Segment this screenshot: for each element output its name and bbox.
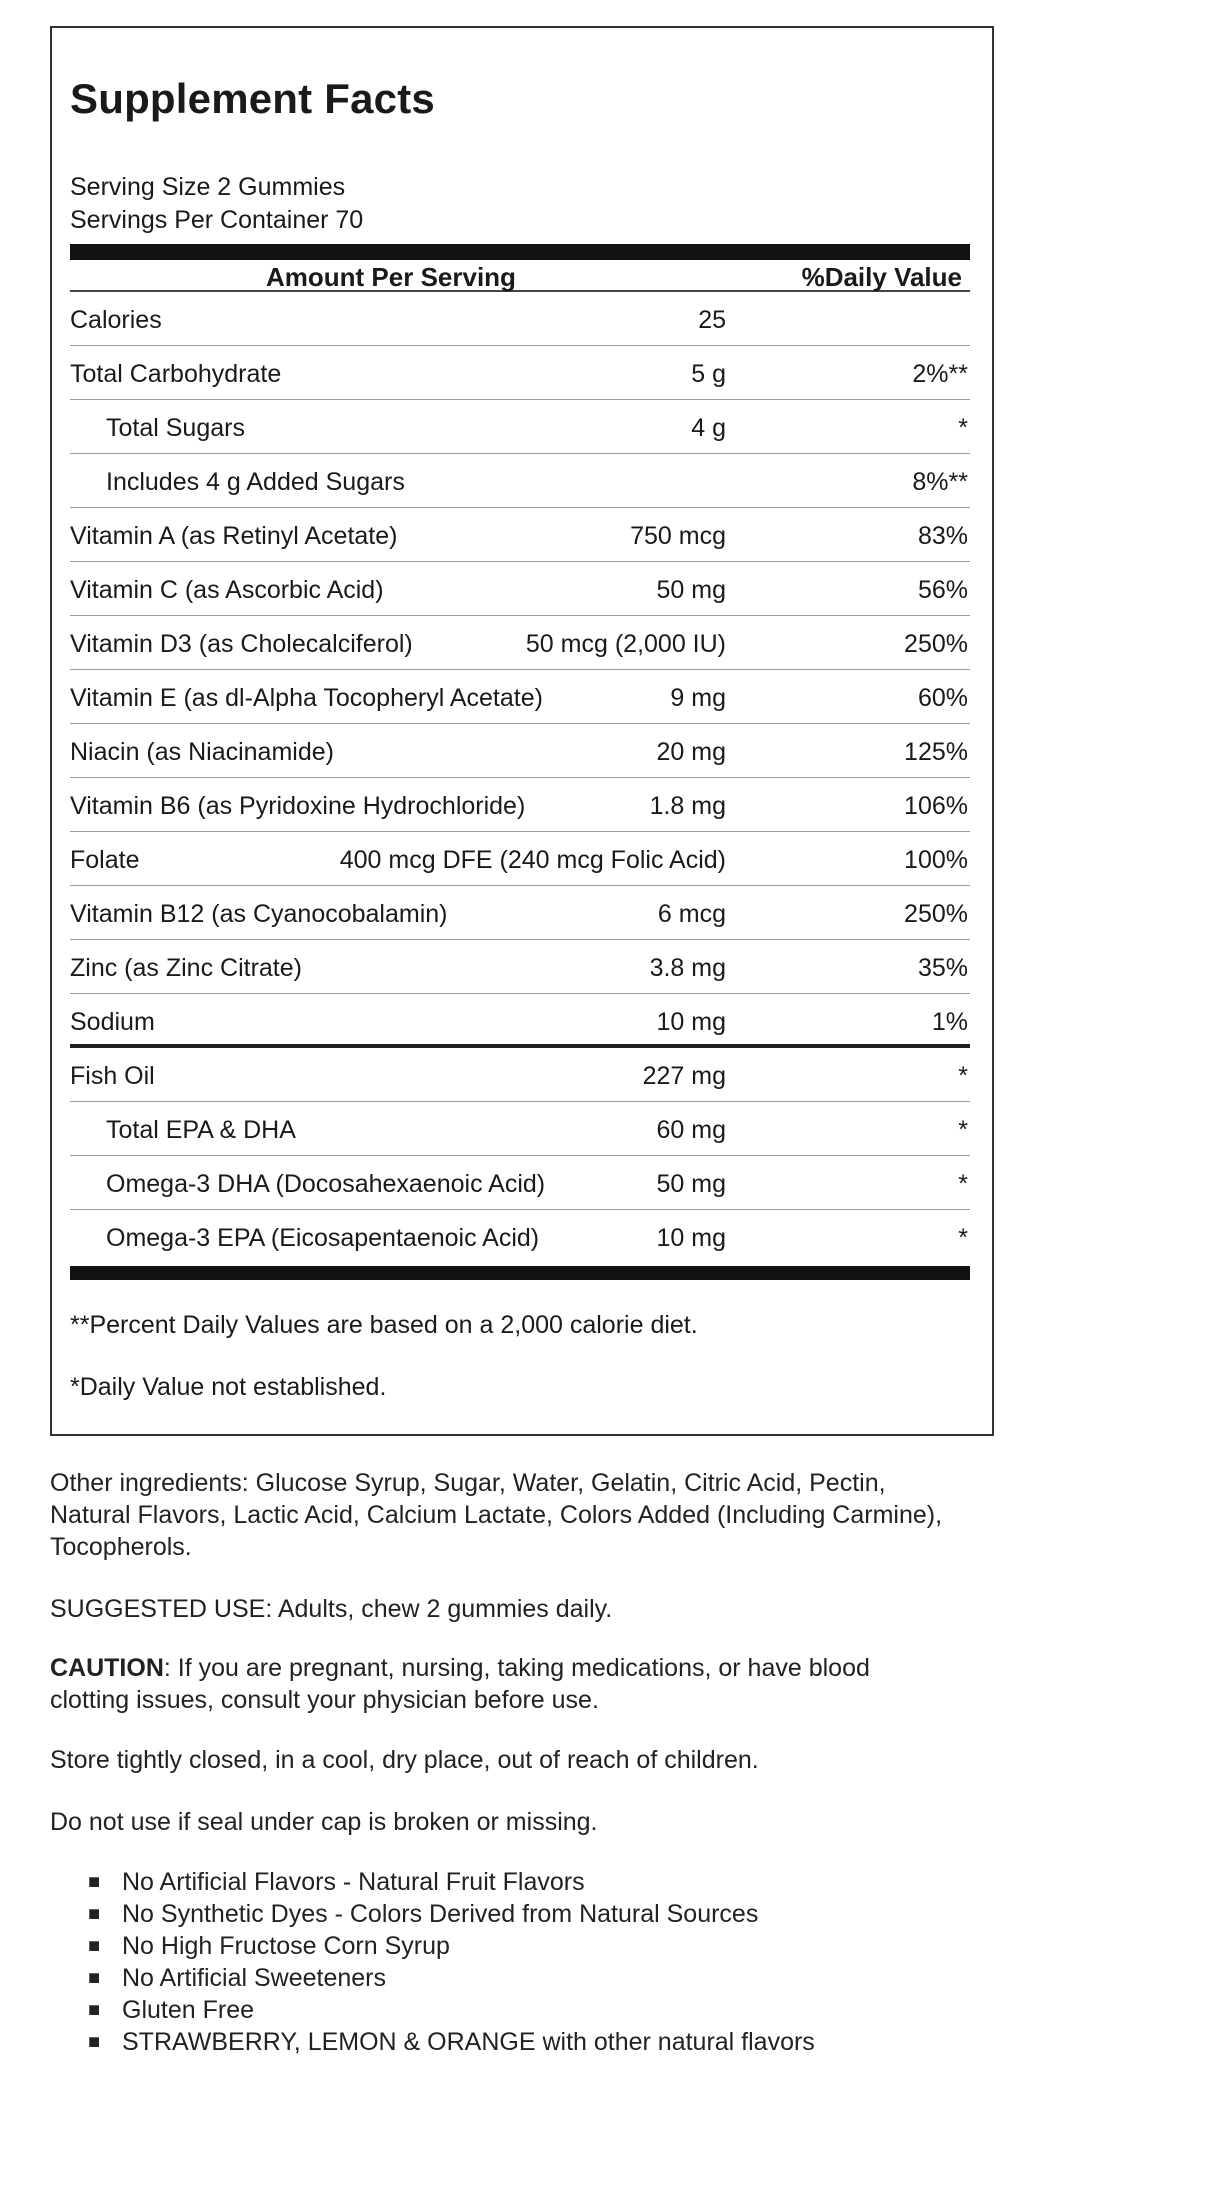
table-row	[70, 1210, 970, 1264]
list-item	[50, 2026, 815, 2058]
nutrient-amount: 10 mg	[656, 1224, 726, 1252]
percent-dv-footnote: **Percent Daily Values are based on a 2,000 calorie diet.	[70, 1311, 698, 1339]
table-row	[70, 778, 970, 832]
nutrient-dv: 125%	[904, 738, 968, 766]
storage-instructions: Store tightly closed, in a cool, dry place, out of reach of children.	[50, 1746, 759, 1774]
nutrient-name: Sodium	[70, 1008, 155, 1036]
serving-size: Serving Size 2 Gummies	[70, 173, 346, 201]
nutrient-dv: 8%**	[912, 468, 968, 496]
nutrient-dv: *	[958, 414, 968, 442]
bullet-icon: ■	[88, 2031, 101, 2053]
list-item	[50, 1898, 815, 1930]
suggested-use: SUGGESTED USE: Adults, chew 2 gummies daily.	[50, 1595, 613, 1623]
table-row	[70, 724, 970, 778]
list-item	[50, 1994, 815, 2026]
servings-per-container: Servings Per Container 70	[70, 206, 364, 234]
nutrient-amount: 3.8 mg	[649, 954, 726, 982]
nutrient-amount: 10 mg	[656, 1008, 726, 1036]
nutrient-dv: 106%	[904, 792, 968, 820]
nutrient-amount: 9 mg	[670, 684, 726, 712]
list-item	[50, 1930, 815, 1962]
feature-text: No Artificial Flavors - Natural Fruit Flavors	[122, 1868, 585, 1896]
nutrient-amount: 50 mcg (2,000 IU)	[525, 630, 726, 658]
feature-text: Gluten Free	[122, 1996, 255, 2024]
nutrient-table	[70, 292, 970, 1264]
table-header	[70, 260, 970, 292]
table-row	[70, 832, 970, 886]
nutrient-dv: 1%	[931, 1008, 968, 1036]
dv-not-established-footnote: *Daily Value not established.	[70, 1373, 387, 1401]
nutrient-amount: 227 mg	[642, 1062, 726, 1090]
nutrient-name: Calories	[70, 306, 162, 334]
nutrient-name: Fish Oil	[70, 1062, 155, 1090]
nutrient-amount: 5 g	[691, 360, 726, 388]
nutrient-amount: 20 mg	[656, 738, 726, 766]
nutrient-dv: *	[958, 1116, 968, 1144]
table-row	[70, 508, 970, 562]
list-item	[50, 1962, 815, 1994]
nutrient-amount: 1.8 mg	[649, 792, 726, 820]
nutrient-dv: 250%	[904, 630, 968, 658]
nutrient-name: Total EPA & DHA	[106, 1116, 296, 1144]
bullet-icon: ■	[88, 1903, 101, 1925]
nutrient-amount: 50 mg	[656, 576, 726, 604]
feature-text: STRAWBERRY, LEMON & ORANGE with other natural flavors	[122, 2028, 815, 2056]
nutrient-name: Niacin (as Niacinamide)	[70, 738, 334, 766]
nutrient-name: Vitamin B6 (as Pyridoxine Hydrochloride)	[70, 792, 526, 820]
nutrient-name: Vitamin D3 (as Cholecalciferol)	[70, 630, 413, 658]
table-row	[70, 1102, 970, 1156]
nutrient-name: Vitamin C (as Ascorbic Acid)	[70, 576, 384, 604]
table-row	[70, 346, 970, 400]
header-daily-value: %Daily Value	[801, 262, 962, 292]
table-row	[70, 940, 970, 994]
nutrient-dv: 60%	[917, 684, 968, 712]
nutrient-name: Total Carbohydrate	[70, 360, 282, 388]
caution-statement	[50, 1652, 950, 1716]
top-divider-bar	[70, 244, 970, 260]
nutrient-amount: 4 g	[691, 414, 726, 442]
table-row	[70, 886, 970, 940]
table-row	[70, 454, 970, 508]
bottom-divider-bar	[70, 1266, 970, 1280]
nutrient-dv: *	[958, 1062, 968, 1090]
seal-warning: Do not use if seal under cap is broken or missing.	[50, 1808, 598, 1836]
bullet-icon: ■	[88, 1967, 101, 1989]
table-row	[70, 670, 970, 724]
nutrient-amount: 400 mcg DFE (240 mcg Folic Acid)	[339, 846, 726, 874]
nutrient-name: Vitamin E (as dl-Alpha Tocopheryl Acetate)	[70, 684, 543, 712]
table-row	[70, 1156, 970, 1210]
nutrient-name: Total Sugars	[106, 414, 245, 442]
table-row	[70, 1048, 970, 1102]
nutrient-dv: 56%	[917, 576, 968, 604]
nutrient-dv: 250%	[904, 900, 968, 928]
nutrient-name: Omega-3 DHA (Docosahexaenoic Acid)	[106, 1170, 546, 1198]
header-amount-per-serving: Amount Per Serving	[266, 262, 516, 292]
caution-text: : If you are pregnant, nursing, taking medications, or have blood clotting issues, consult your physician before use.	[50, 1654, 870, 1714]
bullet-icon: ■	[88, 1935, 101, 1957]
feature-text: No Artificial Sweeteners	[122, 1964, 387, 1992]
table-row	[70, 562, 970, 616]
table-row	[70, 292, 970, 346]
nutrient-name: Folate	[70, 846, 140, 874]
caution-label: CAUTION	[50, 1654, 164, 1682]
nutrient-amount: 50 mg	[656, 1170, 726, 1198]
table-row	[70, 994, 970, 1048]
nutrient-amount: 750 mcg	[630, 522, 726, 550]
nutrient-name: Includes 4 g Added Sugars	[106, 468, 405, 496]
nutrient-name: Vitamin A (as Retinyl Acetate)	[70, 522, 398, 550]
nutrient-amount: 60 mg	[656, 1116, 726, 1144]
feature-text: No High Fructose Corn Syrup	[122, 1932, 450, 1960]
nutrient-dv: 2%**	[912, 360, 968, 388]
list-item	[50, 1866, 815, 1898]
other-ingredients: Other ingredients: Glucose Syrup, Sugar, Water, Gelatin, Citric Acid, Pectin, Natural Flavors, Lactic Acid, Calcium Lactate, Colors Added (Including Carmine), Tocopherols.	[50, 1469, 943, 1561]
feature-list	[50, 1866, 815, 2058]
nutrient-amount: 25	[698, 306, 726, 334]
nutrient-dv: *	[958, 1224, 968, 1252]
nutrient-dv: *	[958, 1170, 968, 1198]
bullet-icon: ■	[88, 1871, 101, 1893]
feature-text: No Synthetic Dyes - Colors Derived from Natural Sources	[122, 1900, 759, 1928]
nutrient-dv: 35%	[917, 954, 968, 982]
table-row	[70, 616, 970, 670]
nutrient-dv: 100%	[904, 846, 968, 874]
nutrient-amount: 6 mcg	[657, 900, 726, 928]
table-row	[70, 400, 970, 454]
nutrient-name: Omega-3 EPA (Eicosapentaenoic Acid)	[106, 1224, 540, 1252]
nutrient-dv: 83%	[917, 522, 968, 550]
bullet-icon: ■	[88, 1999, 101, 2021]
nutrient-name: Zinc (as Zinc Citrate)	[70, 954, 302, 982]
nutrient-name: Vitamin B12 (as Cyanocobalamin)	[70, 900, 448, 928]
panel-title: Supplement Facts	[70, 75, 435, 122]
